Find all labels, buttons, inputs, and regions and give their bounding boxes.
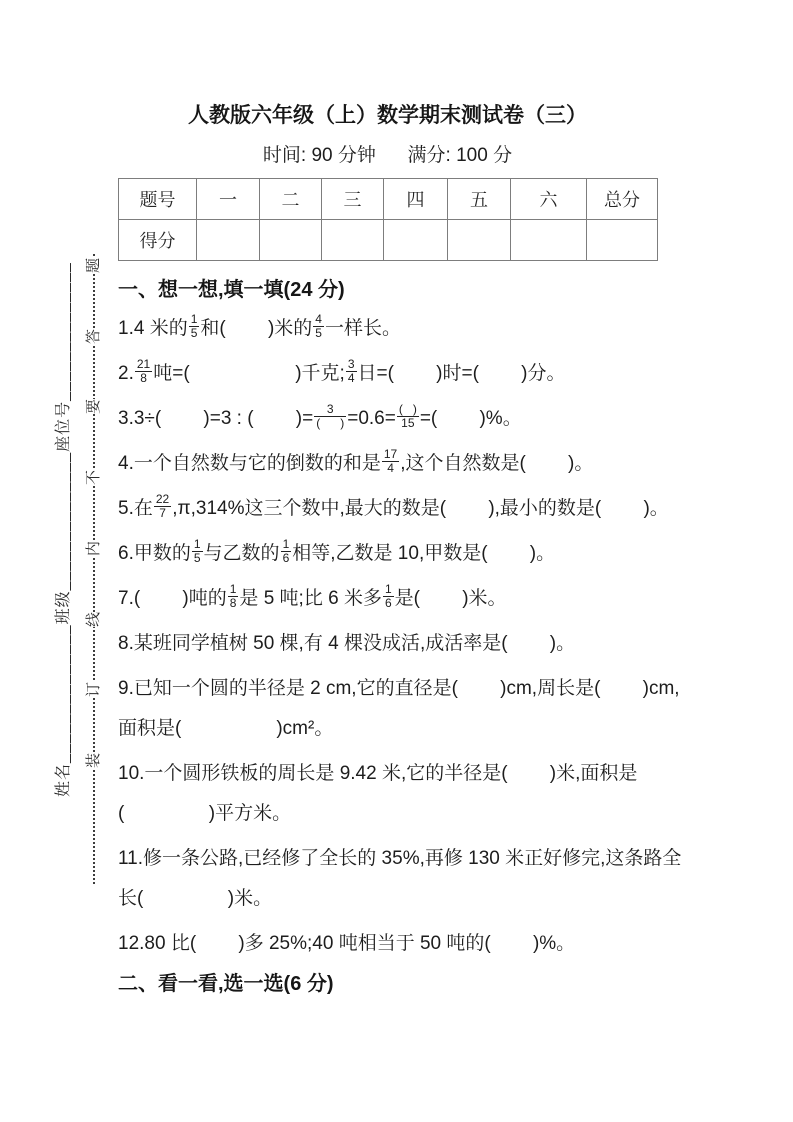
fraction-denominator: 5	[193, 551, 201, 566]
fraction	[346, 358, 357, 386]
binding-char: 装	[82, 753, 105, 768]
fraction-numerator: 17	[383, 447, 398, 462]
score-table-header-cell: 四	[384, 179, 448, 220]
question-line: 9.已知一个圆的半径是 2 cm,它的直径是( )cm,周长是( )cm,	[118, 678, 680, 699]
fraction-denominator: ( )	[316, 416, 345, 431]
section-heading-2: 二、看一看,选一选(6 分)	[118, 973, 334, 995]
fraction	[382, 448, 399, 476]
binding-char: 订	[82, 682, 105, 697]
fraction	[189, 313, 200, 341]
binding-char: 答	[82, 329, 105, 344]
score-cell	[587, 220, 658, 261]
binding-char: 不	[82, 470, 105, 485]
fraction	[313, 313, 324, 341]
fraction-denominator: 7	[159, 506, 166, 521]
fraction-numerator: 1	[384, 582, 392, 597]
score-table-header-cell: 总分	[587, 179, 658, 220]
question	[118, 354, 768, 394]
question-line: ( )平方米。	[118, 803, 292, 824]
question-line: 10.一个圆形铁板的周长是 9.42 米,它的半径是( )米,面积是	[118, 763, 638, 784]
question-line: 2. $\frac{21}{8}$ 吨=( )千克; $\frac{3}{4}$ 日=( )时=( )分。	[118, 357, 566, 386]
question	[118, 489, 768, 529]
fraction-denominator: 6	[384, 596, 392, 611]
question	[118, 534, 768, 574]
question	[118, 624, 768, 664]
fraction	[135, 358, 152, 386]
question-line: 5.在 $\frac{22}{7}$ ,π,314%这三个数中,最大的数是( ),最小的数是( )。	[118, 492, 669, 521]
fraction	[154, 493, 171, 521]
question-line: 长( )米。	[118, 888, 273, 909]
fraction-numerator: 22	[155, 492, 170, 507]
fraction-denominator: 5	[190, 326, 198, 341]
question	[118, 309, 768, 349]
binding-line	[84, 254, 104, 884]
score-table	[118, 178, 658, 261]
question	[118, 669, 768, 749]
score-table-header-cell: 五	[448, 179, 511, 220]
binding-char: 题	[82, 258, 105, 273]
fraction-numerator: 3	[347, 357, 355, 372]
question-line: 8.某班同学植树 50 棵,有 4 棵没成活,成活率是( )。	[118, 633, 576, 654]
question	[118, 399, 768, 439]
fraction	[383, 583, 394, 611]
score-cell	[322, 220, 384, 261]
binding-char: 要	[82, 399, 105, 414]
page-title: 人教版六年级（上）数学期末测试卷（三）	[188, 104, 587, 127]
fraction-numerator: ( )	[398, 402, 417, 417]
score-table-header-cell: 三	[322, 179, 384, 220]
score-cell	[260, 220, 322, 261]
binding-char: 线	[82, 612, 105, 627]
fraction-denominator: 4	[387, 461, 394, 476]
score-cell	[384, 220, 448, 261]
question	[118, 444, 768, 484]
question-line: 7.( )吨的 $\frac{1}{8}$ 是 5 吨;比 6 米多 $\frac{1}{6}$ 是( )米。	[118, 582, 507, 611]
fraction	[228, 583, 239, 611]
score-table-header-cell: 二	[260, 179, 322, 220]
fraction-denominator: 15	[401, 416, 415, 431]
binding-line-chars	[84, 254, 104, 884]
question-line: 4.一个自然数与它的倒数的和是 $\frac{17}{4}$ ,这个自然数是( )。	[118, 447, 594, 476]
score-row-label: 得分	[119, 220, 197, 261]
fraction	[192, 538, 203, 566]
fraction-denominator: 8	[140, 371, 147, 386]
score-table-header-cell: 一	[197, 179, 260, 220]
question	[118, 924, 768, 964]
section-heading-1: 一、想一想,填一填(24 分)	[118, 279, 345, 301]
fraction-numerator: 1	[193, 537, 201, 552]
score-table-score-row	[119, 220, 658, 261]
fraction-denominator: 5	[315, 326, 322, 341]
score-cell	[197, 220, 260, 261]
fraction-denominator: 8	[229, 596, 237, 611]
question-line: 3.3÷( )=3 : ( )= $\frac{3}{( )}$ =0.6= $\frac{( )}{15}$ =( )%。	[118, 402, 522, 431]
binding-margin-fields: 姓名______________班级______________座位号______________	[55, 262, 72, 797]
fraction-numerator: 1	[229, 582, 237, 597]
question-list	[118, 309, 768, 964]
paper-content	[118, 101, 768, 999]
fraction-numerator: 4	[315, 312, 322, 327]
fraction-denominator: 6	[282, 551, 290, 566]
score-cell	[511, 220, 587, 261]
score-table-header-cell: 题号	[119, 179, 197, 220]
fraction-numerator: 21	[136, 357, 151, 372]
fraction-denominator: 4	[347, 371, 355, 386]
question-line: 12.80 比( )多 25%;40 吨相当于 50 吨的( )%。	[118, 933, 576, 954]
fraction	[397, 403, 419, 431]
question-line: 11.修一条公路,已经修了全长的 35%,再修 130 米正好修完,这条路全	[118, 848, 682, 869]
score-table-header-row	[119, 179, 658, 220]
fraction-numerator: 3	[314, 403, 346, 417]
binding-char: 内	[82, 541, 105, 556]
question-line: 面积是( )cm²。	[118, 718, 334, 739]
question	[118, 579, 768, 619]
fraction-numerator: 1	[190, 312, 198, 327]
fraction	[281, 538, 292, 566]
question	[118, 839, 768, 919]
fraction	[314, 403, 346, 431]
question-line: 1.4 米的 $\frac{1}{5}$ 和( )米的 $\frac{4}{5}$ 一样长。	[118, 312, 401, 341]
score-table-header-cell: 六	[511, 179, 587, 220]
fraction-numerator: 1	[282, 537, 290, 552]
question	[118, 754, 768, 834]
page-subtitle: 时间: 90 分钟 满分: 100 分	[262, 145, 513, 166]
score-cell	[448, 220, 511, 261]
question-line: 6.甲数的 $\frac{1}{5}$ 与乙数的 $\frac{1}{6}$ 相等,乙数是 10,甲数是( )。	[118, 537, 556, 566]
